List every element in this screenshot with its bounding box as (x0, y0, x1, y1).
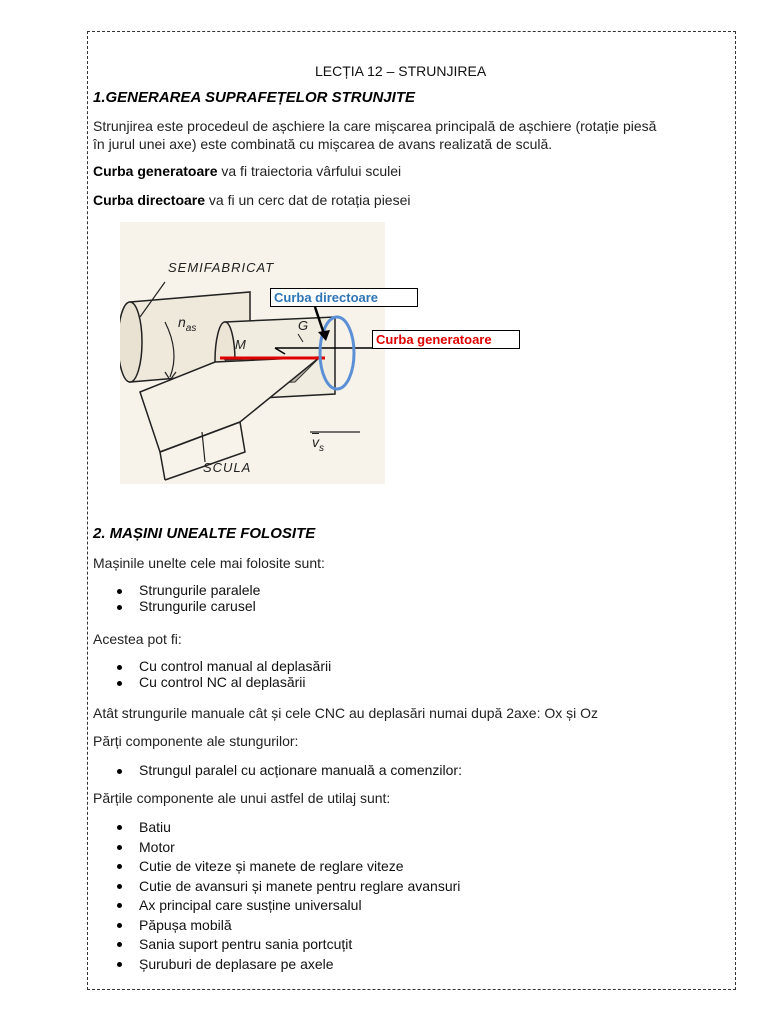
label-as: as (185, 322, 197, 334)
label-v: $\overline{v}$ (312, 434, 319, 450)
list-item: Cu control NC al deplasării (93, 674, 331, 690)
directrix-text: va fi un cerc dat de rotația piesei (205, 192, 411, 208)
label-scula: SCULA (203, 460, 252, 475)
document-title: LECȚIA 12 – STRUNJIREA (315, 63, 487, 79)
lathe-types-list (93, 762, 462, 778)
list-item: Strungurile carusel (93, 598, 260, 614)
section-2-heading: 2. MAȘINI UNEALTE FOLOSITE (93, 525, 316, 542)
label-s: s (319, 442, 324, 454)
callout-curba-generatoare: Curba generatoare (372, 330, 520, 349)
list-item: Strungurile paralele (93, 582, 260, 598)
list-item: Strungul paralel cu acționare manuală a comenzilor: (93, 762, 462, 778)
list-item: Păpușa mobilă (93, 916, 460, 936)
label-semifabricat: SEMIFABRICAT (168, 260, 275, 275)
list-item: Motor (93, 838, 460, 858)
parts-list (93, 818, 460, 974)
label-m: M (235, 337, 246, 352)
axes-line: Atât strungurile manuale cât și cele CNC au deplasări numai după 2axe: Ox și Oz (93, 705, 599, 721)
list-item: Cutie de viteze și manete de reglare viteze (93, 857, 460, 877)
list-item: Batiu (93, 818, 460, 838)
list-item: Cu control manual al deplasării (93, 658, 331, 674)
machines-list (93, 582, 260, 614)
section-1-paragraph-line-1: Strunjirea este procedeul de așchiere la care mișcarea principală de așchiere (rotație piesă (93, 118, 657, 134)
directrix-term: Curba directoare (93, 192, 206, 208)
generatrix-text: va fi traiectoria vârfului sculei (217, 163, 402, 179)
label-vs (312, 434, 324, 454)
directrix-definition (93, 192, 411, 208)
callout-curba-directoare: Curba directoare (270, 288, 418, 307)
list-item: Șuruburi de deplasare pe axele (93, 955, 460, 975)
turning-diagram (120, 222, 385, 484)
label-g: G (298, 318, 309, 333)
label-n-as (178, 314, 196, 334)
section-1-heading: 1.GENERAREA SUPRAFEȚELOR STRUNJITE (93, 89, 415, 106)
generatrix-term: Curba generatoare (93, 163, 218, 179)
list-item: Sania suport pentru sania portcuțit (93, 935, 460, 955)
section-1-paragraph-line-2: în jurul unei axe) este combinată cu mișcarea de avans realizată de sculă. (93, 136, 553, 152)
parts-intro: Părți componente ale stungurilor: (93, 733, 299, 749)
can-be-label: Acestea pot fi: (93, 631, 182, 647)
list-item: Cutie de avansuri și manete pentru reglare avansuri (93, 877, 460, 897)
list-item: Ax principal care susține universalul (93, 896, 460, 916)
parts-heading: Părțile componente ale unui astfel de utilaj sunt: (93, 790, 391, 806)
controls-list (93, 658, 331, 690)
label-n: n (178, 314, 186, 330)
generatrix-definition (93, 163, 401, 179)
machines-intro: Mașinile unelte cele mai folosite sunt: (93, 555, 325, 571)
